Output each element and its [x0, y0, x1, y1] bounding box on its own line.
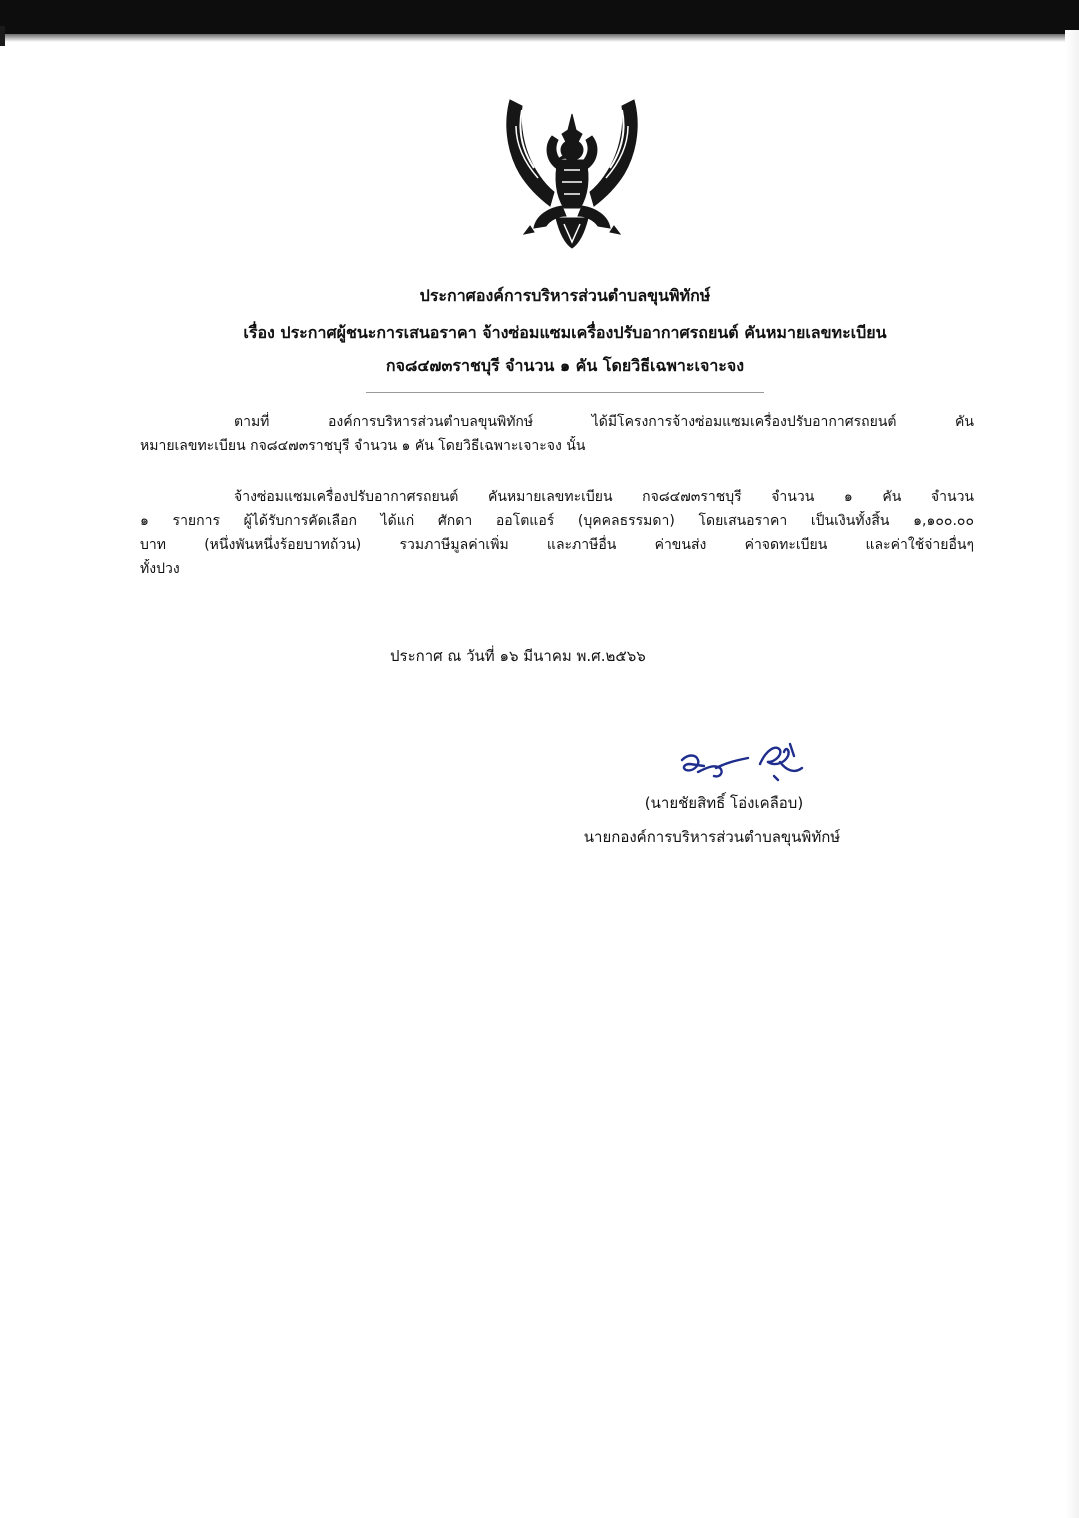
signer-name: (นายชัยสิทธิ์ โอ่งเคลือบ)	[644, 794, 804, 812]
paragraph-line: หมายเลขทะเบียน กจ๘๔๗๓ราชบุรี จำนวน ๑ คัน โดยวิธีเฉพาะเจาะจง นั้น	[140, 438, 586, 454]
scan-top-border	[0, 0, 1079, 34]
paragraph-background	[140, 412, 974, 460]
paragraph-line: ตามที่ องค์การบริหารส่วนตำบลขุนพิทักษ์ ได้มีโครงการจ้างซ่อมแซมเครื่องปรับอากาศรถยนต์ คัน	[234, 414, 974, 430]
handwritten-signature	[676, 738, 808, 784]
document-title: ประกาศองค์การบริหารส่วนตำบลขุนพิทักษ์	[419, 286, 711, 305]
scan-shadow	[0, 34, 1079, 42]
paragraph-line: จ้างซ่อมแซมเครื่องปรับอากาศรถยนต์ คันหมายเลขทะเบียน กจ๘๔๗๓ราชบุรี จำนวน ๑ คัน จำนวน	[234, 489, 974, 505]
announcement-date: ประกาศ ณ วันที่ ๑๖ มีนาคม พ.ศ.๒๕๖๖	[390, 647, 646, 665]
paper-edge	[1065, 30, 1079, 1518]
scan-left-mark	[0, 26, 5, 46]
document-subject-line-2: กจ๘๔๗๓ราชบุรี จำนวน ๑ คัน โดยวิธีเฉพาะเจาะจง	[385, 356, 745, 375]
garuda-emblem-icon	[500, 96, 644, 252]
paragraph-line: ทั้งปวง	[140, 561, 180, 577]
document-subject-line-1: เรื่อง ประกาศผู้ชนะการเสนอราคา จ้างซ่อมแซมเครื่องปรับอากาศรถยนต์ คันหมายเลขทะเบียน	[243, 323, 887, 342]
heading-divider	[366, 392, 764, 393]
paragraph-line: บาท (หนึ่งพันหนึ่งร้อยบาทถ้วน) รวมภาษีมูลค่าเพิ่ม และภาษีอื่น ค่าขนส่ง ค่าจดทะเบียน และค่าใช้จ่ายอื่นๆ	[140, 537, 974, 553]
signer-position: นายกองค์การบริหารส่วนตำบลขุนพิทักษ์	[583, 828, 841, 846]
paragraph-award	[140, 487, 974, 583]
paragraph-line: ๑ รายการ ผู้ได้รับการคัดเลือก ได้แก่ ศักดา ออโตแอร์ (บุคคลธรรมดา) โดยเสนอราคา เป็นเงินทั้งสิ้น ๑,๑๐๐.๐๐	[140, 513, 974, 529]
